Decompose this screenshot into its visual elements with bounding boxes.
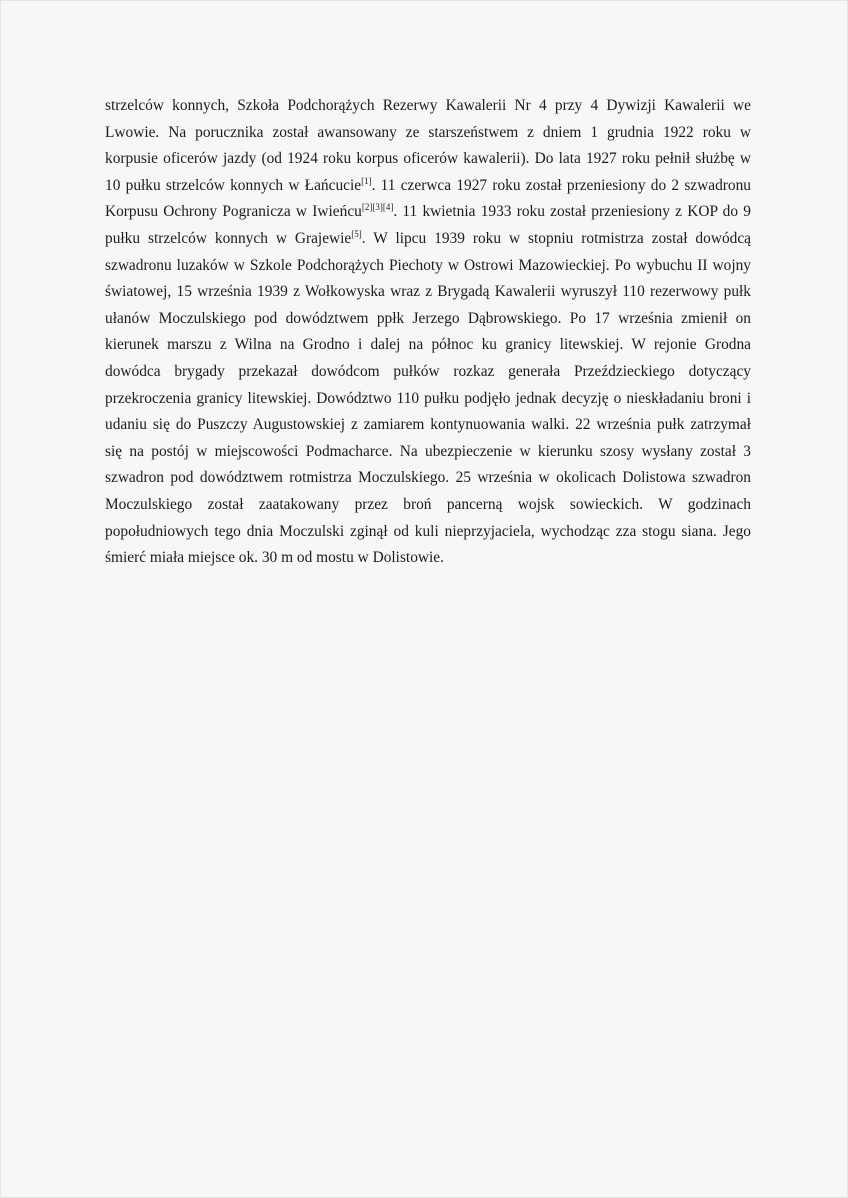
text-line: ułanów Moczulskiego pod dowództwem ppłk Jerzego Dąbrowskiego. Po 17 września zmienił on [105, 309, 751, 327]
text-segment: . W lipcu 1939 roku w stopniu rotmistrza został dowódcą [361, 229, 751, 247]
text-line: strzelców konnych, Szkoła Podchorążych Rezerwy Kawalerii Nr 4 przy 4 Dywizji Kawalerii we [105, 97, 751, 114]
text-line: przekroczenia granicy litewskiej. Dowództwo 110 pułku podjęło jednak decyzję o nieskładaniu broni i [105, 389, 751, 407]
text-line: światowej, 15 września 1939 z Wołkowyska wraz z Brygadą Kawalerii wyruszył 110 rezerwowy pułk [105, 283, 751, 301]
text-line [105, 173, 751, 200]
text-line [105, 226, 751, 253]
footnote-reference[interactable]: [2][3][4] [361, 202, 394, 213]
text-line: korpusie oficerów jazdy (od 1924 roku korpus oficerów kawalerii). Do lata 1927 roku pełnił służbę w [105, 150, 751, 168]
text-line: Moczulskiego został zaatakowany przez broń pancerną wojsk sowieckich. W godzinach [105, 495, 751, 513]
footnote-reference[interactable]: [5] [351, 228, 362, 239]
text-line: dowódca brygady przekazał dowódcom pułków rozkaz generała Przeździeckiego dotyczący [105, 362, 751, 380]
text-segment: pułku strzelców konnych w Grajewie [105, 229, 352, 247]
text-segment: . 11 czerwca 1927 roku został przeniesiony do 2 szwadronu [371, 176, 751, 194]
text-segment: Korpusu Ochrony Pogranicza w Iwieńcu [105, 203, 362, 221]
text-line: śmierć miała miejsce ok. 30 m od mostu w Dolistowie. [105, 549, 444, 567]
text-line: się na postój w miejscowości Podmacharce. Na ubezpieczenie w kierunku szosy wysłany został 3 [105, 442, 751, 460]
text-line: kierunek marszu z Wilna na Grodno i dalej na północ ku granicy litewskiej. W rejonie Grodna [105, 336, 751, 354]
footnote-reference[interactable]: [1] [361, 175, 372, 186]
text-line: popołudniowych tego dnia Moczulski zginął od kuli nieprzyjaciela, wychodząc zza stogu siana. Jego [105, 522, 751, 540]
body-paragraph [105, 93, 751, 572]
text-line: szwadron pod dowództwem rotmistrza Moczulskiego. 25 września w okolicach Dolistowa szwadron [105, 469, 751, 487]
text-line: udaniu się do Puszczy Augustowskiej z zamiarem kontynuowania walki. 22 września pułk zatrzymał [105, 416, 751, 434]
text-segment: . 11 kwietnia 1933 roku został przeniesiony z KOP do 9 [393, 203, 751, 221]
text-line [105, 199, 751, 226]
text-line: szwadronu luzaków w Szkole Podchorążych Piechoty w Ostrowi Mazowieckiej. Po wybuchu II wojny [105, 256, 751, 274]
text-segment: 10 pułku strzelców konnych w Łańcucie [105, 176, 362, 194]
text-line: Lwowie. Na porucznika został awansowany ze starszeństwem z dniem 1 grudnia 1922 roku w [105, 123, 751, 141]
